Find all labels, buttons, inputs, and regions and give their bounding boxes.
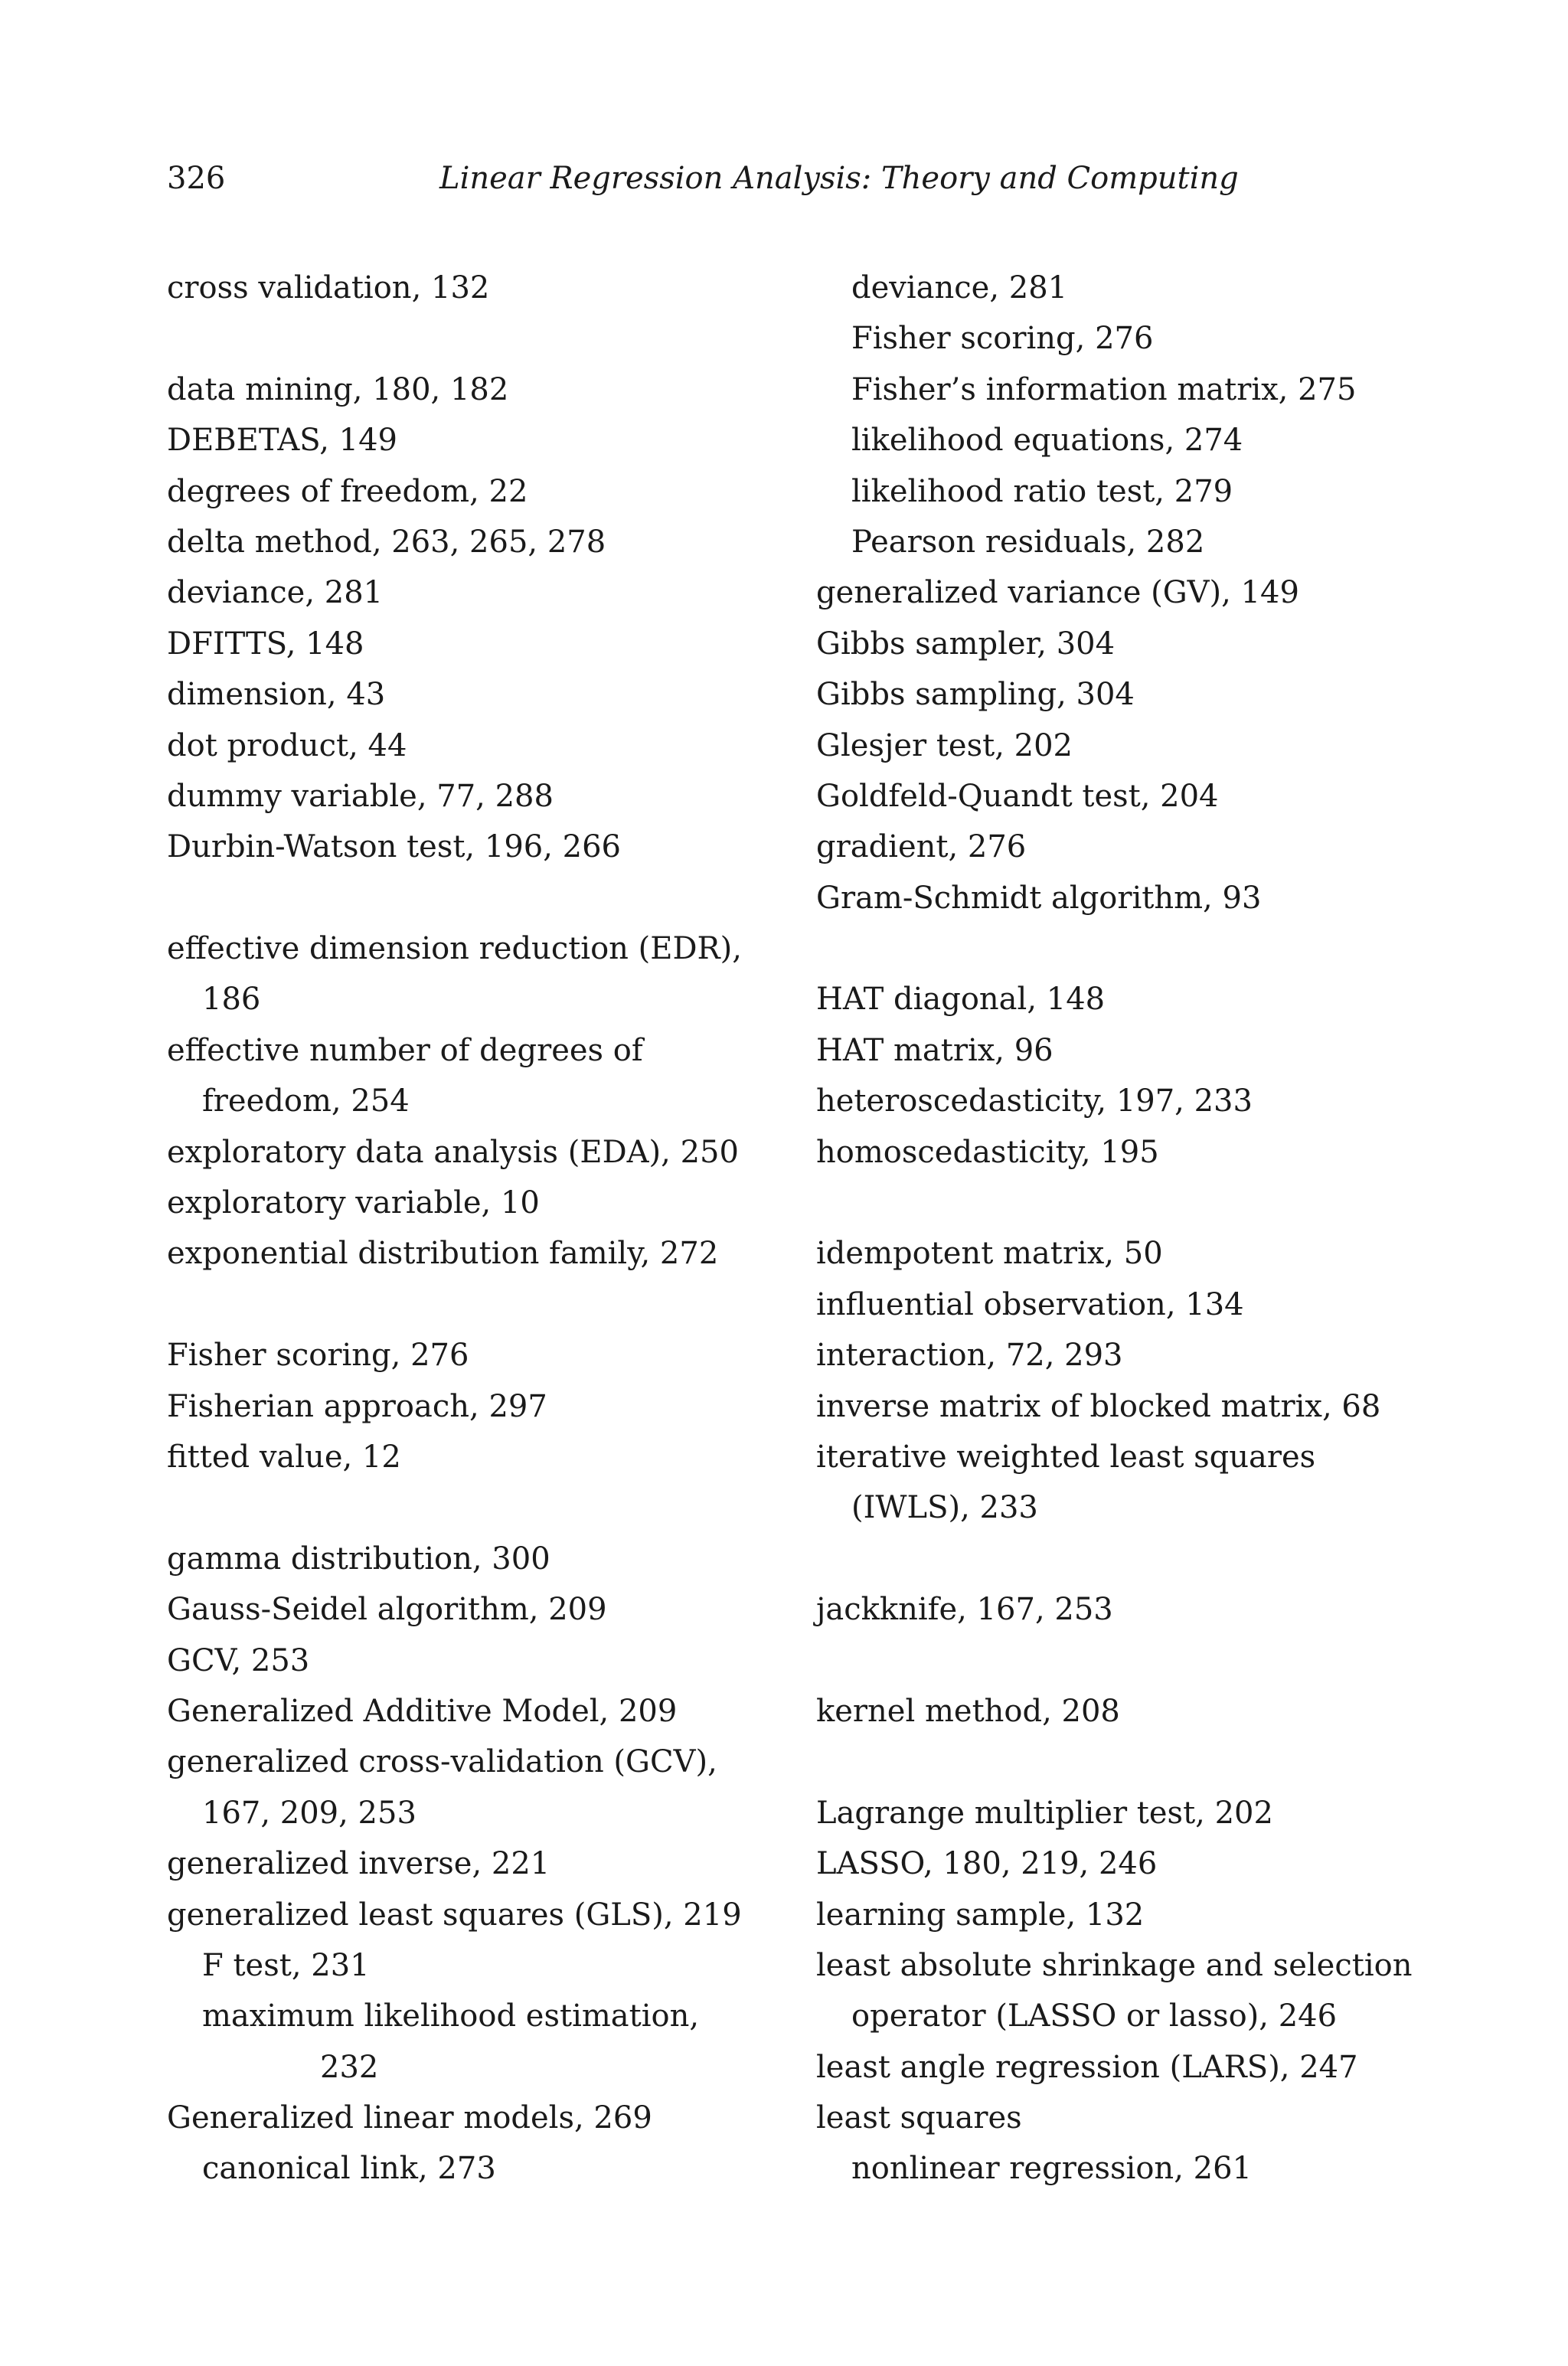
index-entry: GCV, 253: [167, 1642, 310, 1678]
index-subentry: (IWLS), 233: [851, 1490, 1038, 1526]
index-gap: [816, 1636, 1444, 1686]
index-gap: [816, 1534, 1444, 1584]
index-entry: homoscedasticity, 195: [816, 1134, 1159, 1170]
index-entry: influential observation, 134: [816, 1286, 1244, 1322]
index-entry: degrees of freedom, 22: [167, 473, 528, 509]
index-gap: [816, 1178, 1444, 1228]
index-entry: gamma distribution, 300: [167, 1541, 550, 1577]
index-entry: Generalized linear models, 269: [167, 2100, 652, 2136]
page-header: [167, 157, 1401, 200]
index-entry: fitted value, 12: [167, 1439, 401, 1475]
index-subentry: F test, 231: [202, 1947, 370, 1983]
index-subentry: Fisher’s information matrix, 275: [851, 371, 1357, 407]
index-subentry: operator (LASSO or lasso), 246: [851, 1998, 1338, 2034]
index-gap: [816, 923, 1444, 974]
index-entry: exponential distribution family, 272: [167, 1236, 719, 1272]
index-entry: Fisher scoring, 276: [167, 1338, 469, 1374]
index-entry: Gibbs sampling, 304: [816, 677, 1135, 713]
index-entry: exploratory data analysis (EDA), 250: [167, 1134, 739, 1170]
index-gap: [167, 1279, 795, 1330]
index-subentry: freedom, 254: [202, 1083, 410, 1119]
index-entry: DEBETAS, 149: [167, 423, 397, 459]
index-gap: [167, 313, 795, 364]
index-entry: gradient, 276: [816, 829, 1027, 865]
index-entry: generalized least squares (GLS), 219: [167, 1897, 742, 1933]
index-subentry: 186: [202, 982, 261, 1018]
index-gap: [167, 873, 795, 923]
index-entry: interaction, 72, 293: [816, 1338, 1123, 1374]
index-subentry: canonical link, 273: [202, 2151, 496, 2187]
index-entry: HAT diagonal, 148: [816, 982, 1106, 1018]
index-entry: data mining, 180, 182: [167, 371, 509, 407]
index-entry: Fisherian approach, 297: [167, 1388, 547, 1424]
index-entry: kernel method, 208: [816, 1693, 1120, 1729]
index-entry: Gibbs sampler, 304: [816, 626, 1116, 662]
index-entry: effective dimension reduction (EDR),: [167, 931, 742, 967]
index-entry: dimension, 43: [167, 677, 386, 713]
index-entry: heteroscedasticity, 197, 233: [816, 1083, 1253, 1119]
index-subentry: Pearson residuals, 282: [851, 524, 1205, 560]
index-entry: exploratory variable, 10: [167, 1185, 540, 1221]
running-title: Linear Regression Analysis: Theory and Computing: [439, 161, 1239, 196]
index-entry: least squares: [816, 2100, 1022, 2136]
index-entry: LASSO, 180, 219, 246: [816, 1846, 1158, 1882]
index-subentry: nonlinear regression, 261: [851, 2151, 1252, 2187]
index-entry: least angle regression (LARS), 247: [816, 2049, 1358, 2085]
index-entry: generalized cross-validation (GCV),: [167, 1744, 717, 1780]
index-subentry: maximum likelihood estimation,: [202, 1998, 700, 2034]
index-entry: generalized variance (GV), 149: [816, 575, 1299, 611]
index-entry: DFITTS, 148: [167, 626, 364, 662]
index-entry: iterative weighted least squares: [816, 1439, 1316, 1475]
index-entry: Gauss-Seidel algorithm, 209: [167, 1592, 607, 1628]
index-subentry: Fisher scoring, 276: [851, 321, 1154, 357]
index-entry: Glesjer test, 202: [816, 727, 1073, 763]
index-entry: Goldfeld-Quandt test, 204: [816, 778, 1219, 814]
index-entry: inverse matrix of blocked matrix, 68: [816, 1388, 1381, 1424]
index-entry: dot product, 44: [167, 727, 407, 763]
index-entry: cross validation, 132: [167, 270, 490, 306]
index-column-right: [816, 263, 1444, 2194]
index-subentry: deviance, 281: [851, 270, 1068, 306]
index-entry: generalized inverse, 221: [167, 1846, 550, 1882]
index-subentry: likelihood equations, 274: [851, 423, 1243, 459]
page-number: 326: [167, 161, 226, 196]
index-subentry: likelihood ratio test, 279: [851, 473, 1233, 509]
index-entry: deviance, 281: [167, 575, 384, 611]
index-entry: Generalized Additive Model, 209: [167, 1693, 678, 1729]
index-entry: Gram-Schmidt algorithm, 93: [816, 880, 1262, 916]
index-entry: jackknife, 167, 253: [816, 1592, 1113, 1628]
index-subentry: 167, 209, 253: [202, 1795, 416, 1831]
index-entry: Lagrange multiplier test, 202: [816, 1795, 1273, 1831]
index-gap: [167, 1482, 795, 1533]
index-entry: dummy variable, 77, 288: [167, 778, 554, 814]
index-entry: delta method, 263, 265, 278: [167, 524, 606, 560]
index-entry: Durbin-Watson test, 196, 266: [167, 829, 621, 865]
index-entry: idempotent matrix, 50: [816, 1236, 1163, 1272]
index-gap: [816, 1737, 1444, 1787]
index-entry: effective number of degrees of: [167, 1032, 643, 1068]
index-column-left: [167, 263, 795, 2194]
index-entry: least absolute shrinkage and selection: [816, 1947, 1413, 1983]
index-subentry: 232: [320, 2049, 379, 2085]
index-entry: learning sample, 132: [816, 1897, 1145, 1933]
index-entry: HAT matrix, 96: [816, 1032, 1054, 1068]
